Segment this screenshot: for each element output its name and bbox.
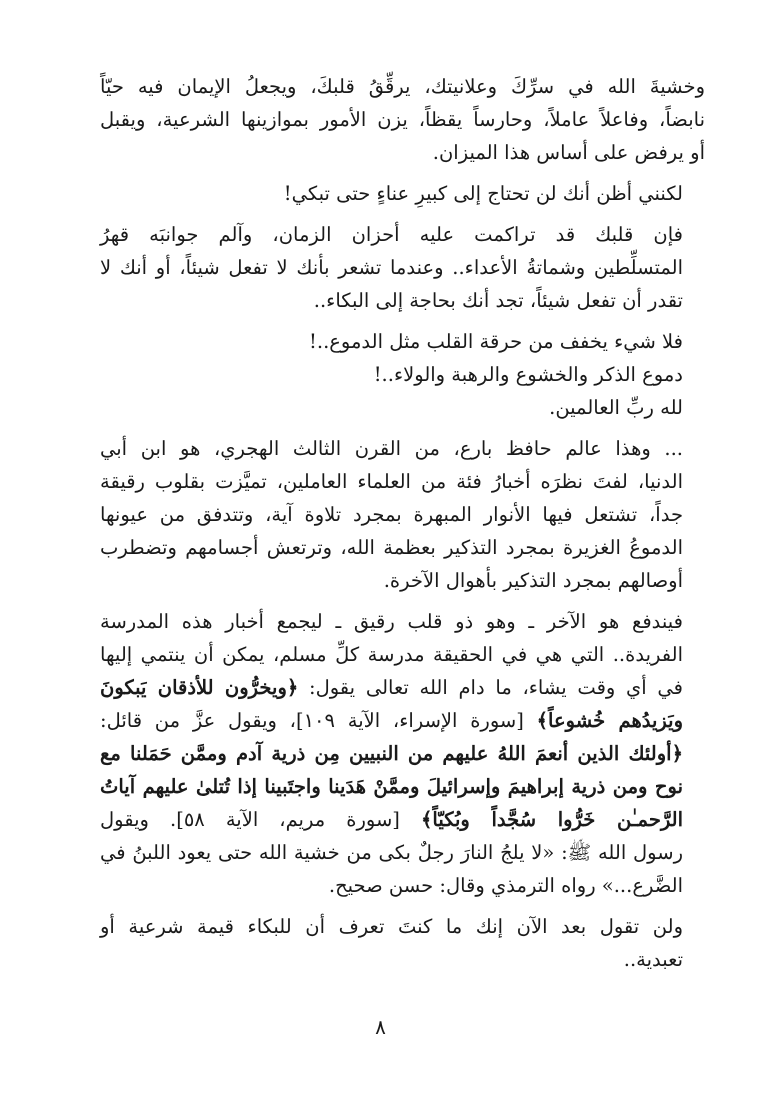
paragraph-fear-of-god: [100, 70, 705, 169]
text-line: جداً، تشتعل فيها الأنوار المبهرة بمجرد تلاوة آية، وتتدفق من عيونها: [100, 503, 683, 526]
text-line: فإن قلبك قد تراكمت عليه أحزان الزمان، وآلم جوانبَه قهرُ: [100, 223, 683, 246]
quran-verse-line: ﴿أولئك الذين أنعمَ اللهُ عليهم من النبيين مِن ذرية آدم وممَّن حَمَلنا مع: [100, 742, 683, 765]
paragraph-heart-sorrow: [100, 218, 705, 317]
text-line: الدموعُ الغزيرة بمجرد التذكير بعظمة الله، وترتعش أجسامهم وتضطرب: [100, 536, 683, 559]
text-line: الدنيا، لفتَ نظرَه أخبارُ فئة من العلماء العاملين، تميَّزت بقلوب رقيقة: [100, 470, 683, 493]
text-line: [100, 803, 705, 836]
paragraph-school: [100, 605, 705, 902]
text-line: [100, 704, 705, 737]
text-line: فيندفع هو الآخر ـ وهو ذو قلب رقيق ـ ليجمع أخبار هذه المدرسة: [100, 610, 683, 633]
verse-block: [100, 325, 705, 424]
text-line: ولن تقول بعد الآن إنك ما كنتَ تعرف أن للبكاء قيمة شرعية أو: [100, 915, 683, 938]
verse-reference: [سورة الإسراء، الآية ١٠٩]، ويقول عزَّ من قائل:: [100, 709, 524, 732]
verse-line: فلا شيء يخفف من حرقة القلب مثل الدموع..!: [309, 330, 683, 353]
text-line: نابضاً، وفاعلاً عاملاً، وحارساً يقظاً، يزن الأمور بموازينها الشرعية، ويقبل: [100, 108, 705, 131]
verse-reference: [سورة مريم، الآية ٥٨]. ويقول: [100, 808, 400, 831]
text-line: أوصالهم بمجرد التذكير بأهوال الآخرة.: [383, 569, 683, 592]
quran-verse: ﴿ويخرُّون للأذقان يَبكونَ: [100, 676, 299, 699]
page-body: [100, 70, 705, 984]
quran-verse-line: نوح ومن ذرية إبراهيمَ وإسرائيلَ وممَّنْ هَدَينا واجتَبينا إذا تُتلىٰ عليهم آياتُ: [100, 775, 683, 798]
page-number: ٨: [375, 1015, 386, 1039]
plain-text: في أي وقت يشاء، ما دام الله تعالى يقول:: [309, 676, 683, 699]
hadith-line: الضَّرع...» رواه الترمذي وقال: حسن صحيح.: [328, 874, 683, 897]
text-line: تقدر أن تفعل شيئاً، تجد أنك بحاجة إلى البكاء..: [313, 289, 683, 312]
quran-verse: الرَّحمـٰن خَرُّوا سُجَّداً وبُكيّاً﴾: [420, 808, 683, 831]
verse-line: لله ربِّ العالمين.: [549, 396, 683, 419]
text-line: المتسلِّطين وشماتةُ الأعداء.. وعندما تشعر بأنك لا تفعل شيئاً، أو أنك لا: [100, 256, 683, 279]
text-line: ... وهذا عالم حافظ بارع، من القرن الثالث الهجري، هو ابن أبي: [100, 437, 683, 460]
hadith-line: رسول الله ﷺ: «لا يلجُ النارَ رجلٌ بكى من خشية الله حتى يعود اللبنُ في: [100, 841, 683, 864]
verse-line: دموع الذكر والخشوع والرهبة والولاء..!: [373, 363, 683, 386]
paragraph-conclusion: [100, 910, 705, 976]
text-line: [100, 671, 705, 704]
text-line: وخشيةَ الله في سرِّكَ وعلانيتك، يرقِّقُ قلبكَ، ويجعلُ الإيمان فيه حيّاً: [100, 75, 705, 98]
text-line: لكنني أظن أنك لن تحتاج إلى كبيرِ عناءٍ حتى تبكي!: [283, 182, 683, 205]
paragraph-crying: [100, 177, 705, 210]
quran-verse: ويَزيدُهم خُشوعاً﴾: [536, 709, 684, 732]
text-line: أو يرفض على أساس هذا الميزان.: [432, 141, 705, 164]
text-line: الفريدة.. التي هي في الحقيقة مدرسة كلِّ مسلم، يمكن أن ينتمي إليها: [100, 643, 683, 666]
paragraph-ibn-abi-dunya: [100, 432, 705, 597]
text-line: تعبدية..: [623, 948, 683, 971]
